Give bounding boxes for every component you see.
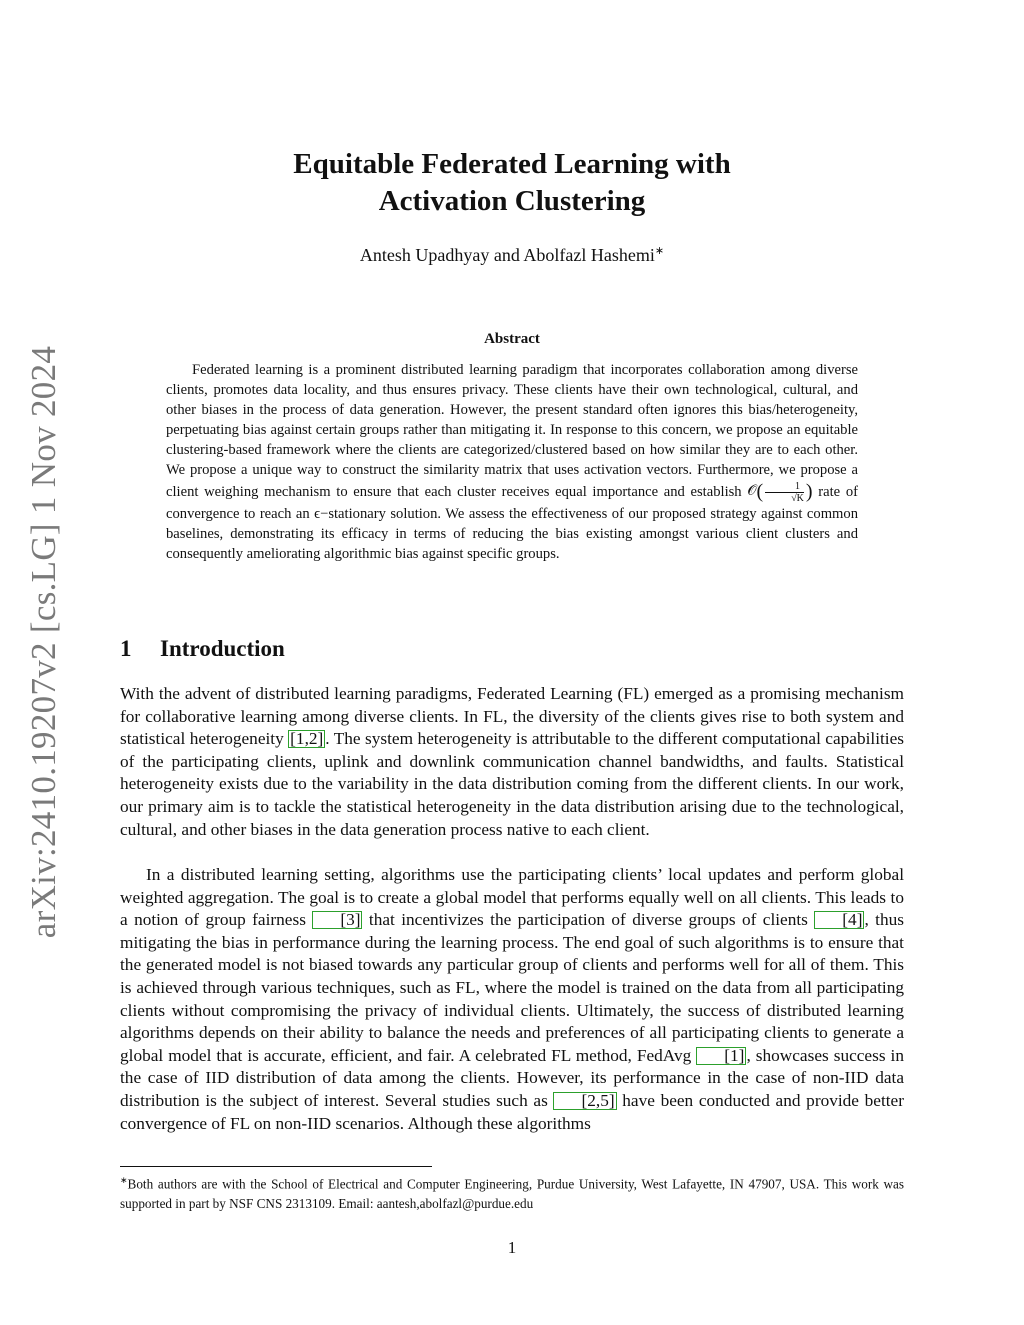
big-o-symbol: 𝒪 xyxy=(747,483,757,500)
paragraph-text: , showcases success in the case of IID distribution of data among the clients. However, its performance in the case of non-IID data distribution is the subject of interest. Several studies such as xyxy=(120,1045,904,1110)
author-list xyxy=(200,244,824,266)
section-title: Introduction xyxy=(160,636,285,661)
left-paren: ( xyxy=(756,481,764,504)
paragraph-text: With the advent of distributed learning paradigms, Federated Learning (FL) emerged as a promising mechanism for collaborative learning among diverse clients. In FL, the diversity of the clients gives rise to both system and statistical heterogeneity xyxy=(120,684,904,749)
paper-title xyxy=(200,146,824,220)
paragraph-text: that incentivizes the participation of diverse groups of clients xyxy=(362,910,815,930)
citation-link[interactable]: [1,2] xyxy=(290,729,324,749)
author-footnote-marker: ∗ xyxy=(654,245,665,257)
footnote-marker: ∗ xyxy=(120,1175,128,1185)
abstract-text-part-1: Federated learning is a prominent distributed learning paradigm that incorporates collaboration among diverse clients, promotes data locality, and thus ensures privacy. These clients have their own technological, cultural, and other biases in the process of data generation. However, the present standard often ignores this bias/heterogeneity, perpetuating bias against certain groups rather than mitigating it. In response to this concern, we propose an equitable clustering-based framework where the clients are categorized/clustered based on how similar they are to each other. We propose a unique way to construct the similarity matrix that uses activation vectors. Furthermore, we propose a client weighing mechanism to ensure that each cluster receives equal importance and establish xyxy=(166,362,858,500)
author-names: Antesh Upadhyay and Abolfazl Hashemi xyxy=(359,245,655,265)
abstract-heading: Abstract xyxy=(484,331,540,347)
convergence-rate-formula xyxy=(747,480,813,504)
fraction-denominator: √K xyxy=(791,492,804,504)
arxiv-identifier-stamp: arXiv:2410.19207v2 [cs.LG] 1 Nov 2024 xyxy=(24,345,63,939)
intro-paragraph-1 xyxy=(120,683,904,841)
author-footnote xyxy=(120,1171,904,1213)
citation-link[interactable]: [2,5] xyxy=(553,1092,616,1110)
page-number: 1 xyxy=(507,1238,517,1257)
footnote-text: Both authors are with the School of Electrical and Computer Engineering, Purdue University, West Lafayette, IN 47907, USA. This work was supported in part by NSF CNS 2313109. Email: aantesh,abolfazl@purdue.edu xyxy=(120,1176,904,1211)
paragraph-text: have been conducted and provide better convergence of FL on non-IID scenarios. Although these algorithms xyxy=(120,1090,904,1133)
abstract-text-part-2: rate of convergence to reach an ϵ−stationary solution. We assess the effectiveness of our proposed strategy against common baselines, demonstrating its efficacy in terms of reducing the bias existing amongst various client clusters and consequently ameliorating algorithmic bias against specific groups. xyxy=(166,483,858,562)
paragraph-text: , thus mitigating the bias in performance during the learning process. The end goal of such algorithms is to ensure that the generated model is not biased towards any particular group of clients and performs well for all of them. This is achieved through various techniques, such as FL, where the model is trained on the data from all participating clients without compromising the privacy of individual clients. Ultimately, the success of distributed learning algorithms depends on their ability to balance the needs and preferences of all participating clients to generate a global model that is accurate, efficient, and fair. A celebrated FL method, FedAvg xyxy=(120,910,904,1065)
fraction-numerator: 1 xyxy=(765,481,804,493)
abstract-body xyxy=(166,360,858,564)
paragraph-text: In a distributed learning setting, algorithms use the participating clients’ local updates and perform global weighted aggregation. The goal is to create a global model that performs equally well on all clients. This leads to a notion of group fairness xyxy=(120,865,904,930)
right-paren: ) xyxy=(805,481,813,504)
citation-link[interactable]: [4] xyxy=(814,911,864,929)
citation-link[interactable]: [1] xyxy=(696,1047,746,1065)
paper-title-line-1: Equitable Federated Learning with xyxy=(293,148,731,180)
citation-link[interactable]: [3] xyxy=(312,911,362,929)
section-heading-introduction xyxy=(120,636,285,662)
intro-paragraph-2 xyxy=(120,864,904,1135)
section-number: 1 xyxy=(120,636,132,661)
footnote-divider xyxy=(120,1166,432,1167)
fraction xyxy=(765,481,804,504)
paragraph-text: . The system heterogeneity is attributable to the different computational capabilities of the participating clients, uplink and downlink communication channel bandwidths, and faults. Statistical heterogeneity exists due to the variability in the data distribution coming from the different clients. In our work, our primary aim is to tackle the statistical heterogeneity in the data distribution arising due to the technological, cultural, and other biases in the data generation process native to each client. xyxy=(120,729,904,839)
paper-title-line-2: Activation Clustering xyxy=(378,185,646,217)
